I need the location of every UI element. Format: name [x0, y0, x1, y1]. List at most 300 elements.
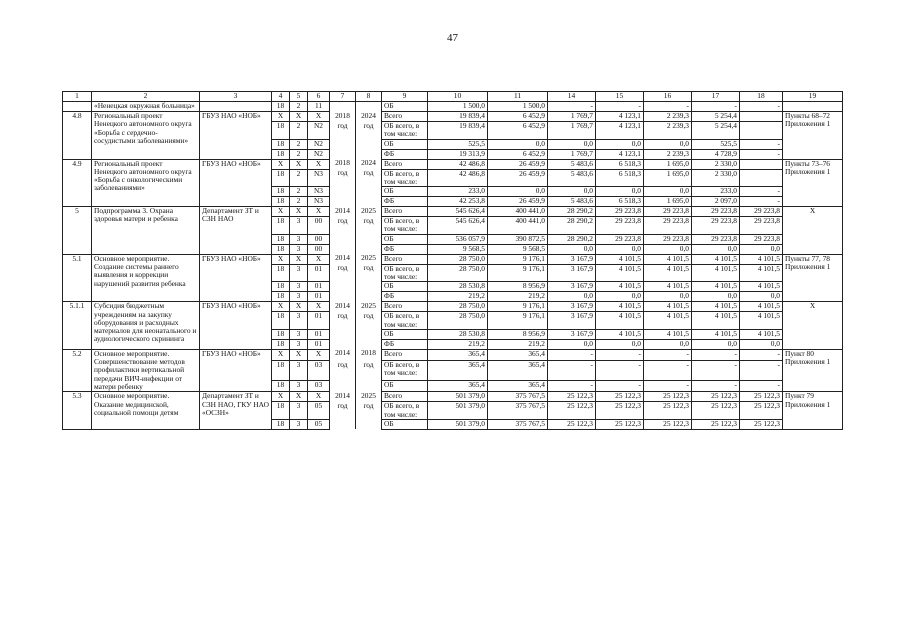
source-cell: ОБ всего, в том числе:: [382, 122, 428, 140]
code-cell: 3: [290, 264, 308, 282]
code-cell: X: [272, 112, 290, 122]
code-cell: 18: [272, 169, 290, 187]
amount-cell: 29 223,8: [740, 207, 783, 217]
code-cell: 05: [308, 419, 330, 429]
code-cell: 03: [308, 380, 330, 391]
amount-cell: 400 441,0: [488, 207, 548, 217]
amount-cell: 9 568,5: [488, 244, 548, 254]
year-start-cell: 2014: [330, 392, 356, 402]
amount-cell: 28 750,0: [428, 254, 488, 264]
amount-cell: 4 101,5: [596, 282, 644, 292]
year-start-cell: год: [330, 122, 356, 140]
source-cell: Всего: [382, 349, 428, 360]
year-start-cell: год: [330, 312, 356, 330]
amount-cell: 1 695,0: [644, 169, 692, 187]
amount-cell: -: [596, 349, 644, 360]
amount-cell: -: [740, 197, 783, 207]
year-end-cell: 2025: [356, 392, 382, 402]
code-cell: 18: [272, 282, 290, 292]
code-cell: 00: [308, 217, 330, 235]
amount-cell: 2 330,0: [692, 169, 740, 187]
code-cell: 18: [272, 187, 290, 197]
year-start-cell: год: [330, 169, 356, 187]
program-financing-table: [62, 91, 843, 430]
note-cell: Пункт 79 Приложения 1: [783, 392, 843, 430]
code-cell: 2: [290, 187, 308, 197]
amount-cell: 29 223,8: [644, 234, 692, 244]
amount-cell: 28 750,0: [428, 264, 488, 282]
header-cell: 8: [356, 92, 382, 102]
amount-cell: 26 459,9: [488, 197, 548, 207]
amount-cell: 0,0: [644, 244, 692, 254]
year-start-cell: [330, 292, 356, 302]
amount-cell: -: [692, 102, 740, 112]
code-cell: 18: [272, 419, 290, 429]
year-start-cell: год: [330, 402, 356, 420]
year-end-cell: [356, 282, 382, 292]
amount-cell: 1 769,7: [548, 122, 596, 140]
source-cell: Всего: [382, 302, 428, 312]
amount-cell: 0,0: [740, 244, 783, 254]
amount-cell: -: [740, 380, 783, 391]
amount-cell: 5 483,6: [548, 159, 596, 169]
source-cell: ФБ: [382, 292, 428, 302]
code-cell: 18: [272, 197, 290, 207]
amount-cell: 28 750,0: [428, 312, 488, 330]
amount-cell: 28 290,2: [548, 217, 596, 235]
amount-cell: 1 695,0: [644, 159, 692, 169]
amount-cell: 29 223,8: [644, 207, 692, 217]
year-end-cell: год: [356, 122, 382, 140]
amount-cell: 0,0: [548, 292, 596, 302]
amount-cell: -: [644, 361, 692, 381]
table-row: [63, 254, 843, 264]
amount-cell: 6 452,9: [488, 112, 548, 122]
year-end-cell: [356, 149, 382, 159]
amount-cell: 25 122,3: [644, 392, 692, 402]
amount-cell: 501 379,0: [428, 392, 488, 402]
amount-cell: 525,5: [692, 139, 740, 149]
amount-cell: 0,0: [548, 139, 596, 149]
amount-cell: 4 123,1: [596, 149, 644, 159]
amount-cell: 2 239,3: [644, 112, 692, 122]
amount-cell: 25 122,3: [692, 392, 740, 402]
year-start-cell: 2014: [330, 254, 356, 264]
amount-cell: 9 176,1: [488, 302, 548, 312]
amount-cell: 365,4: [488, 380, 548, 391]
row-number-cell: [63, 102, 92, 112]
code-cell: 00: [308, 234, 330, 244]
amount-cell: 29 223,8: [692, 207, 740, 217]
amount-cell: 365,4: [428, 380, 488, 391]
amount-cell: 4 101,5: [644, 282, 692, 292]
header-cell: 18: [740, 92, 783, 102]
code-cell: X: [308, 207, 330, 217]
amount-cell: 4 101,5: [644, 329, 692, 339]
header-cell: 7: [330, 92, 356, 102]
table-row: [63, 112, 843, 122]
amount-cell: -: [548, 380, 596, 391]
amount-cell: 1 769,7: [548, 112, 596, 122]
year-end-cell: [356, 419, 382, 429]
amount-cell: 0,0: [596, 292, 644, 302]
code-cell: 01: [308, 292, 330, 302]
code-cell: 3: [290, 402, 308, 420]
year-end-cell: [356, 380, 382, 391]
measure-name-cell: Основное мероприятие. Оказание медицинской, социальной помощи детям: [92, 392, 200, 430]
code-cell: X: [308, 254, 330, 264]
year-start-cell: [330, 339, 356, 349]
year-start-cell: 2014: [330, 349, 356, 360]
year-start-cell: 2018: [330, 112, 356, 122]
source-cell: Всего: [382, 392, 428, 402]
year-end-cell: [356, 234, 382, 244]
amount-cell: 4 101,5: [740, 312, 783, 330]
table-row: [63, 207, 843, 217]
source-cell: ОБ: [382, 282, 428, 292]
row-number-cell: 5.1.1: [63, 302, 92, 350]
code-cell: 18: [272, 402, 290, 420]
amount-cell: 1 500,0: [488, 102, 548, 112]
amount-cell: 25 122,3: [740, 402, 783, 420]
amount-cell: 0,0: [596, 139, 644, 149]
amount-cell: 9 568,5: [428, 244, 488, 254]
note-cell: X: [783, 302, 843, 350]
code-cell: 3: [290, 361, 308, 381]
amount-cell: 25 122,3: [740, 392, 783, 402]
header-cell: 6: [308, 92, 330, 102]
source-cell: ОБ всего, в том числе:: [382, 264, 428, 282]
code-cell: N2: [308, 139, 330, 149]
header-cell: 5: [290, 92, 308, 102]
code-cell: 18: [272, 329, 290, 339]
amount-cell: 365,4: [428, 349, 488, 360]
note-cell: Пункты 68–72 Приложения 1: [783, 112, 843, 160]
year-end-cell: год: [356, 312, 382, 330]
amount-cell: 4 101,5: [596, 254, 644, 264]
measure-name-cell: Региональный проект Ненецкого автономного округа «Борьба с сердечно-сосудистыми заболеваниями»: [92, 112, 200, 160]
source-cell: ОБ: [382, 380, 428, 391]
source-cell: ОБ всего, в том числе:: [382, 217, 428, 235]
amount-cell: 525,5: [428, 139, 488, 149]
code-cell: 3: [290, 282, 308, 292]
amount-cell: 365,4: [488, 349, 548, 360]
amount-cell: 0,0: [488, 139, 548, 149]
amount-cell: 42 486,8: [428, 169, 488, 187]
amount-cell: 9 176,1: [488, 254, 548, 264]
source-cell: ФБ: [382, 197, 428, 207]
amount-cell: 25 122,3: [692, 402, 740, 420]
amount-cell: -: [740, 187, 783, 197]
code-cell: 2: [290, 197, 308, 207]
amount-cell: 5 483,6: [548, 197, 596, 207]
year-start-cell: [330, 234, 356, 244]
code-cell: 2: [290, 169, 308, 187]
amount-cell: 1 500,0: [428, 102, 488, 112]
executor-cell: ГБУЗ НАО «НОБ»: [200, 302, 272, 350]
code-cell: N3: [308, 197, 330, 207]
amount-cell: 365,4: [488, 361, 548, 381]
amount-cell: -: [644, 380, 692, 391]
code-cell: X: [308, 302, 330, 312]
header-cell: 17: [692, 92, 740, 102]
year-start-cell: год: [330, 217, 356, 235]
code-cell: 3: [290, 244, 308, 254]
year-end-cell: 2025: [356, 207, 382, 217]
source-cell: ОБ всего, в том числе:: [382, 312, 428, 330]
amount-cell: 29 223,8: [692, 234, 740, 244]
amount-cell: 0,0: [596, 339, 644, 349]
header-cell: 1: [63, 92, 92, 102]
amount-cell: -: [692, 380, 740, 391]
source-cell: ОБ всего, в том числе:: [382, 402, 428, 420]
code-cell: X: [290, 112, 308, 122]
year-start-cell: [330, 380, 356, 391]
amount-cell: -: [596, 102, 644, 112]
year-start-cell: [330, 187, 356, 197]
source-cell: Всего: [382, 254, 428, 264]
source-cell: ОБ: [382, 419, 428, 429]
amount-cell: 6 452,9: [488, 149, 548, 159]
year-start-cell: [330, 197, 356, 207]
measure-name-cell: Региональный проект Ненецкого автономного округа «Борьба с онкологическими заболеваниями»: [92, 159, 200, 207]
code-cell: 01: [308, 329, 330, 339]
code-cell: 3: [290, 329, 308, 339]
amount-cell: 219,2: [488, 292, 548, 302]
row-number-cell: 5.1: [63, 254, 92, 302]
amount-cell: 8 956,9: [488, 329, 548, 339]
amount-cell: -: [596, 361, 644, 381]
table-row: [63, 349, 843, 360]
amount-cell: 3 167,9: [548, 329, 596, 339]
amount-cell: 4 101,5: [692, 302, 740, 312]
source-cell: ФБ: [382, 149, 428, 159]
amount-cell: 4 101,5: [644, 302, 692, 312]
amount-cell: 29 223,8: [740, 234, 783, 244]
code-cell: 3: [290, 292, 308, 302]
amount-cell: 375 767,5: [488, 419, 548, 429]
table-row: [63, 302, 843, 312]
code-cell: 3: [290, 380, 308, 391]
amount-cell: 29 223,8: [596, 234, 644, 244]
amount-cell: 1 695,0: [644, 197, 692, 207]
code-cell: 3: [290, 217, 308, 235]
year-end-cell: [356, 244, 382, 254]
code-cell: 18: [272, 122, 290, 140]
code-cell: N3: [308, 187, 330, 197]
amount-cell: -: [692, 361, 740, 381]
code-cell: X: [308, 159, 330, 169]
amount-cell: 6 518,3: [596, 169, 644, 187]
amount-cell: 4 101,5: [644, 312, 692, 330]
code-cell: X: [290, 392, 308, 402]
amount-cell: 4 101,5: [740, 254, 783, 264]
amount-cell: 8 956,9: [488, 282, 548, 292]
code-cell: 18: [272, 292, 290, 302]
amount-cell: 4 101,5: [596, 264, 644, 282]
year-start-cell: [330, 329, 356, 339]
amount-cell: 0,0: [692, 292, 740, 302]
source-cell: ОБ: [382, 329, 428, 339]
amount-cell: 4 101,5: [740, 264, 783, 282]
code-cell: X: [272, 349, 290, 360]
year-start-cell: 2014: [330, 302, 356, 312]
code-cell: X: [290, 349, 308, 360]
code-cell: 3: [290, 234, 308, 244]
code-cell: X: [272, 159, 290, 169]
year-end-cell: 2025: [356, 302, 382, 312]
amount-cell: 28 530,8: [428, 282, 488, 292]
amount-cell: 545 626,4: [428, 207, 488, 217]
amount-cell: 219,2: [488, 339, 548, 349]
code-cell: X: [308, 112, 330, 122]
source-cell: ОБ: [382, 102, 428, 112]
code-cell: N3: [308, 169, 330, 187]
code-cell: X: [308, 392, 330, 402]
amount-cell: 4 101,5: [596, 312, 644, 330]
measure-name-cell: Основное мероприятие. Совершенствование методов профилактики вертикальной передачи ВИЧ-инфекции от матери ребенку: [92, 349, 200, 391]
code-cell: 00: [308, 244, 330, 254]
code-cell: N2: [308, 122, 330, 140]
amount-cell: 4 101,5: [740, 302, 783, 312]
header-cell: 3: [200, 92, 272, 102]
amount-cell: 375 767,5: [488, 392, 548, 402]
amount-cell: -: [644, 102, 692, 112]
amount-cell: [740, 159, 783, 169]
code-cell: X: [308, 349, 330, 360]
amount-cell: 4 101,5: [596, 329, 644, 339]
source-cell: Всего: [382, 112, 428, 122]
source-cell: Всего: [382, 207, 428, 217]
measure-name-cell: Основное мероприятие. Создание системы раннего выявления и коррекции нарушений развития ребенка: [92, 254, 200, 302]
code-cell: 18: [272, 339, 290, 349]
measure-name-cell: Субсидия бюджетным учреждениям на закупку оборудования и расходных материалов для неонатального и аудиологического скрининга: [92, 302, 200, 350]
amount-cell: 0,0: [644, 139, 692, 149]
amount-cell: 4 101,5: [644, 254, 692, 264]
year-start-cell: [330, 139, 356, 149]
year-start-cell: [330, 102, 356, 112]
amount-cell: 25 122,3: [740, 419, 783, 429]
amount-cell: -: [596, 380, 644, 391]
table-row: [63, 392, 843, 402]
year-start-cell: [330, 282, 356, 292]
amount-cell: 4 101,5: [740, 329, 783, 339]
code-cell: 01: [308, 339, 330, 349]
amount-cell: 219,2: [428, 292, 488, 302]
amount-cell: -: [692, 349, 740, 360]
header-cell: 16: [644, 92, 692, 102]
amount-cell: 390 872,5: [488, 234, 548, 244]
executor-cell: Департамент ЗТ и СЗН НАО, ГКУ НАО «ОСЗН»: [200, 392, 272, 430]
executor-cell: [200, 102, 272, 112]
code-cell: 11: [308, 102, 330, 112]
amount-cell: 0,0: [644, 339, 692, 349]
amount-cell: -: [740, 149, 783, 159]
amount-cell: 26 459,9: [488, 169, 548, 187]
amount-cell: 5 254,4: [692, 112, 740, 122]
amount-cell: 400 441,0: [488, 217, 548, 235]
amount-cell: 28 530,8: [428, 329, 488, 339]
amount-cell: 4 101,5: [740, 282, 783, 292]
amount-cell: [740, 122, 783, 140]
amount-cell: 42 253,8: [428, 197, 488, 207]
code-cell: 18: [272, 139, 290, 149]
code-cell: 18: [272, 244, 290, 254]
amount-cell: 25 122,3: [548, 402, 596, 420]
source-cell: ОБ: [382, 139, 428, 149]
code-cell: 18: [272, 312, 290, 330]
amount-cell: 2 097,0: [692, 197, 740, 207]
amount-cell: 0,0: [740, 292, 783, 302]
source-cell: ФБ: [382, 244, 428, 254]
amount-cell: [740, 169, 783, 187]
amount-cell: 4 101,5: [692, 329, 740, 339]
amount-cell: 2 239,3: [644, 122, 692, 140]
amount-cell: 28 290,2: [548, 207, 596, 217]
amount-cell: 4 101,5: [596, 302, 644, 312]
code-cell: X: [290, 254, 308, 264]
amount-cell: 29 223,8: [740, 217, 783, 235]
amount-cell: 0,0: [740, 339, 783, 349]
amount-cell: 375 767,5: [488, 402, 548, 420]
amount-cell: 4 101,5: [692, 312, 740, 330]
header-cell: 14: [548, 92, 596, 102]
amount-cell: 28 290,2: [548, 234, 596, 244]
year-end-cell: [356, 329, 382, 339]
amount-cell: 0,0: [548, 339, 596, 349]
year-end-cell: 2024: [356, 159, 382, 169]
note-cell: [783, 102, 843, 112]
table-row: [63, 102, 843, 112]
year-end-cell: [356, 187, 382, 197]
amount-cell: 26 459,9: [488, 159, 548, 169]
executor-cell: ГБУЗ НАО «НОБ»: [200, 349, 272, 391]
year-start-cell: год: [330, 361, 356, 381]
code-cell: 18: [272, 149, 290, 159]
page-number: 47: [447, 32, 458, 44]
code-cell: X: [290, 302, 308, 312]
header-cell: 2: [92, 92, 200, 102]
note-cell: Пункты 73–76 Приложения 1: [783, 159, 843, 207]
amount-cell: 19 313,9: [428, 149, 488, 159]
amount-cell: 4 101,5: [692, 264, 740, 282]
amount-cell: 29 223,8: [596, 207, 644, 217]
row-number-cell: 5.3: [63, 392, 92, 430]
amount-cell: 0,0: [644, 187, 692, 197]
amount-cell: 9 176,1: [488, 312, 548, 330]
header-cell: 19: [783, 92, 843, 102]
amount-cell: 6 518,3: [596, 197, 644, 207]
year-start-cell: 2018: [330, 159, 356, 169]
note-cell: Пункт 80 Приложения 1: [783, 349, 843, 391]
amount-cell: [740, 112, 783, 122]
amount-cell: 0,0: [596, 187, 644, 197]
code-cell: X: [272, 254, 290, 264]
amount-cell: -: [740, 349, 783, 360]
amount-cell: 233,0: [692, 187, 740, 197]
row-number-cell: 4.9: [63, 159, 92, 207]
amount-cell: 545 626,4: [428, 217, 488, 235]
code-cell: X: [272, 392, 290, 402]
source-cell: Всего: [382, 159, 428, 169]
table-row: [63, 159, 843, 169]
source-cell: ОБ всего, в том числе:: [382, 361, 428, 381]
year-start-cell: 2014: [330, 207, 356, 217]
amount-cell: 25 122,3: [692, 419, 740, 429]
executor-cell: ГБУЗ НАО «НОБ»: [200, 112, 272, 160]
code-cell: 18: [272, 361, 290, 381]
source-cell: ОБ: [382, 187, 428, 197]
